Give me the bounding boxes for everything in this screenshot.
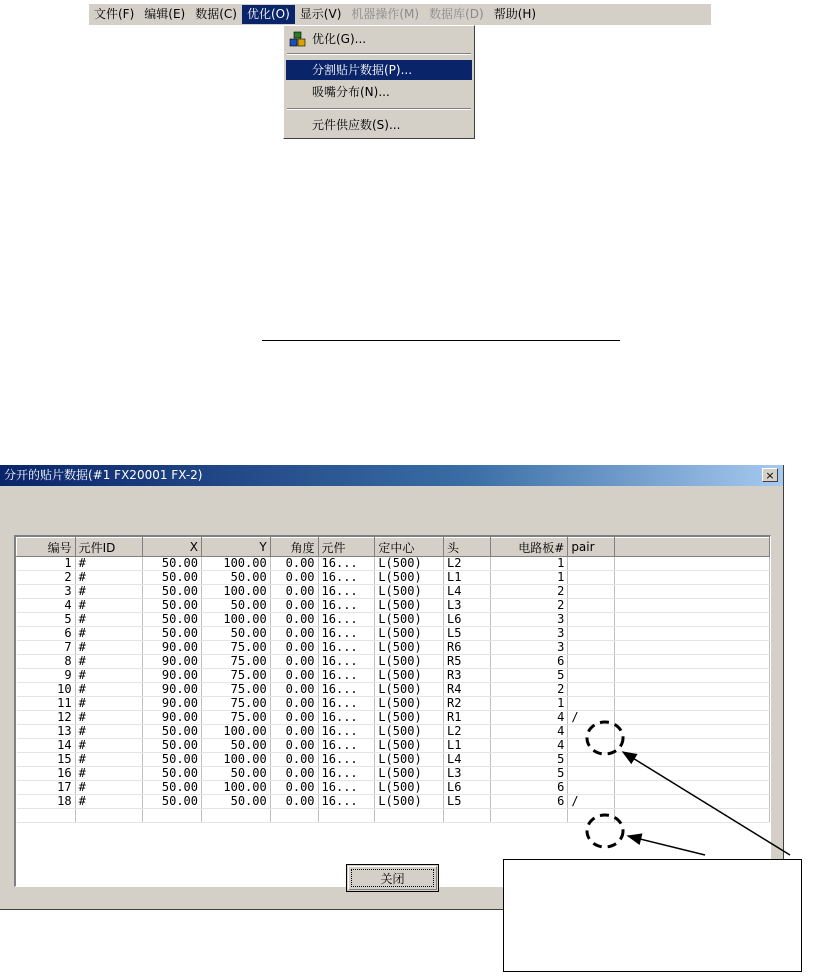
- cell-component-id[interactable]: #: [75, 711, 143, 725]
- cell-empty: [568, 809, 615, 823]
- cell-pair[interactable]: [568, 599, 615, 613]
- cell-component-id[interactable]: #: [75, 669, 143, 683]
- cell-empty: [615, 725, 770, 739]
- cell-pair[interactable]: [568, 557, 615, 571]
- cell-pair[interactable]: [568, 613, 615, 627]
- cell-empty: [615, 767, 770, 781]
- cell-y[interactable]: 50.00: [202, 795, 271, 809]
- table-row[interactable]: [17, 739, 770, 753]
- column-header-head[interactable]: 头: [444, 538, 491, 557]
- table-row[interactable]: [17, 711, 770, 725]
- cell-x[interactable]: 90.00: [143, 683, 202, 697]
- cell-y[interactable]: 75.00: [202, 655, 271, 669]
- cell-pair[interactable]: [568, 669, 615, 683]
- cell-pair[interactable]: [568, 683, 615, 697]
- table-row[interactable]: [17, 585, 770, 599]
- cell-component-id[interactable]: #: [75, 585, 143, 599]
- cell-head[interactable]: L5: [444, 795, 491, 809]
- cell-head[interactable]: L5: [444, 627, 491, 641]
- cell-board[interactable]: 2: [490, 585, 568, 599]
- cell-angle[interactable]: 0.00: [270, 627, 318, 641]
- cell-component[interactable]: 16...: [318, 781, 375, 795]
- cell-board[interactable]: 6: [490, 795, 568, 809]
- cell-head[interactable]: R4: [444, 683, 491, 697]
- cell-y[interactable]: 75.00: [202, 711, 271, 725]
- close-icon[interactable]: ×: [762, 468, 778, 482]
- cell-x[interactable]: 50.00: [143, 627, 202, 641]
- cell-board[interactable]: 4: [490, 739, 568, 753]
- cell-pair[interactable]: [568, 571, 615, 585]
- cell-component[interactable]: 16...: [318, 599, 375, 613]
- cell-component-id[interactable]: #: [75, 697, 143, 711]
- menu-optimize[interactable]: 优化(O): [242, 5, 295, 24]
- table-row[interactable]: [17, 795, 770, 809]
- table-row[interactable]: [17, 697, 770, 711]
- cell-component[interactable]: 16...: [318, 683, 375, 697]
- column-header-board[interactable]: 电路板#: [490, 538, 568, 557]
- cell-empty: [143, 809, 202, 823]
- cell-component-id[interactable]: #: [75, 571, 143, 585]
- cell-centering[interactable]: L(500): [375, 669, 444, 683]
- cell-x[interactable]: 50.00: [143, 781, 202, 795]
- cell-number[interactable]: 15: [17, 753, 76, 767]
- annotation-callout-box: [503, 859, 802, 972]
- menu-item-feeder-label: 元件供应数(S)...: [312, 118, 401, 132]
- cell-centering[interactable]: L(500): [375, 585, 444, 599]
- cell-head[interactable]: R6: [444, 641, 491, 655]
- cell-empty: [615, 795, 770, 809]
- cell-angle[interactable]: 0.00: [270, 725, 318, 739]
- cell-x[interactable]: 50.00: [143, 557, 202, 571]
- menu-item-optimize-label: 优化(G)...: [312, 32, 367, 46]
- cell-component[interactable]: 16...: [318, 739, 375, 753]
- cell-pair[interactable]: [568, 739, 615, 753]
- cell-empty: [615, 781, 770, 795]
- cell-angle[interactable]: 0.00: [270, 739, 318, 753]
- cell-component[interactable]: 16...: [318, 753, 375, 767]
- cell-pair[interactable]: [568, 753, 615, 767]
- column-header-angle[interactable]: 角度: [270, 538, 318, 557]
- cell-empty: [615, 627, 770, 641]
- cell-number[interactable]: 9: [17, 669, 76, 683]
- cell-x[interactable]: 50.00: [143, 725, 202, 739]
- cell-centering[interactable]: L(500): [375, 627, 444, 641]
- cell-centering[interactable]: L(500): [375, 795, 444, 809]
- column-header-pair[interactable]: pair: [568, 538, 615, 557]
- cell-y[interactable]: 100.00: [202, 725, 271, 739]
- cell-number[interactable]: 4: [17, 599, 76, 613]
- cell-board[interactable]: 1: [490, 571, 568, 585]
- optimize-dropdown-menu: [283, 25, 475, 139]
- cell-component-id[interactable]: #: [75, 557, 143, 571]
- cell-component[interactable]: 16...: [318, 585, 375, 599]
- cell-board[interactable]: 3: [490, 627, 568, 641]
- cell-pair[interactable]: [568, 641, 615, 655]
- cell-empty: [444, 809, 491, 823]
- table-row[interactable]: [17, 627, 770, 641]
- cell-component[interactable]: 16...: [318, 795, 375, 809]
- dialog-titlebar: [0, 465, 783, 486]
- cell-component[interactable]: 16...: [318, 571, 375, 585]
- cell-component-id[interactable]: #: [75, 781, 143, 795]
- cell-head[interactable]: L6: [444, 613, 491, 627]
- cell-empty: [615, 697, 770, 711]
- cell-centering[interactable]: L(500): [375, 725, 444, 739]
- cell-centering[interactable]: L(500): [375, 641, 444, 655]
- cell-number[interactable]: 2: [17, 571, 76, 585]
- cell-empty: [318, 809, 375, 823]
- cell-empty: [270, 809, 318, 823]
- close-button[interactable]: [346, 864, 439, 892]
- menu-item-optimize[interactable]: [286, 29, 472, 49]
- cell-angle[interactable]: 0.00: [270, 753, 318, 767]
- cell-component[interactable]: 16...: [318, 711, 375, 725]
- cell-x[interactable]: 50.00: [143, 599, 202, 613]
- cell-y[interactable]: 50.00: [202, 739, 271, 753]
- cell-y[interactable]: 50.00: [202, 627, 271, 641]
- table-row[interactable]: [17, 753, 770, 767]
- cell-component[interactable]: 16...: [318, 557, 375, 571]
- cell-board[interactable]: 6: [490, 781, 568, 795]
- cell-component[interactable]: 16...: [318, 641, 375, 655]
- cell-empty: [615, 557, 770, 571]
- cell-x[interactable]: 50.00: [143, 739, 202, 753]
- cell-y[interactable]: 50.00: [202, 767, 271, 781]
- cell-number[interactable]: 17: [17, 781, 76, 795]
- table-row[interactable]: [17, 557, 770, 571]
- cell-board[interactable]: 1: [490, 557, 568, 571]
- cell-angle[interactable]: 0.00: [270, 697, 318, 711]
- table-row[interactable]: [17, 669, 770, 683]
- menu-item-split-placement-data[interactable]: [286, 60, 472, 80]
- cell-number[interactable]: 18: [17, 795, 76, 809]
- cell-y[interactable]: 100.00: [202, 585, 271, 599]
- cell-centering[interactable]: L(500): [375, 781, 444, 795]
- cell-x[interactable]: 90.00: [143, 655, 202, 669]
- cell-centering[interactable]: L(500): [375, 767, 444, 781]
- placement-data-grid[interactable]: [14, 535, 771, 887]
- cell-centering[interactable]: L(500): [375, 571, 444, 585]
- cell-angle[interactable]: 0.00: [270, 641, 318, 655]
- optimize-icon: [289, 31, 306, 47]
- column-header-component[interactable]: 元件: [318, 538, 375, 557]
- menu-bar: [89, 4, 711, 25]
- table-row[interactable]: [17, 599, 770, 613]
- cell-head[interactable]: R5: [444, 655, 491, 669]
- cell-pair[interactable]: [568, 655, 615, 669]
- cell-board[interactable]: 5: [490, 753, 568, 767]
- cell-centering[interactable]: L(500): [375, 683, 444, 697]
- cell-number[interactable]: 11: [17, 697, 76, 711]
- menu-separator: [287, 53, 471, 55]
- cell-angle[interactable]: 0.00: [270, 781, 318, 795]
- cell-y[interactable]: 100.00: [202, 557, 271, 571]
- cell-board[interactable]: 5: [490, 767, 568, 781]
- cell-x[interactable]: 90.00: [143, 641, 202, 655]
- cell-empty: [490, 809, 568, 823]
- cell-x[interactable]: 50.00: [143, 585, 202, 599]
- cell-empty: [75, 809, 143, 823]
- cell-component[interactable]: 16...: [318, 613, 375, 627]
- cell-head[interactable]: L1: [444, 739, 491, 753]
- cell-x[interactable]: 50.00: [143, 571, 202, 585]
- column-header-y[interactable]: Y: [202, 538, 271, 557]
- table-row-empty: [17, 809, 770, 823]
- cell-component-id[interactable]: #: [75, 753, 143, 767]
- cell-centering[interactable]: L(500): [375, 613, 444, 627]
- cell-angle[interactable]: 0.00: [270, 711, 318, 725]
- cell-board[interactable]: 5: [490, 669, 568, 683]
- column-header-x[interactable]: X: [143, 538, 202, 557]
- cell-centering[interactable]: L(500): [375, 655, 444, 669]
- cell-board[interactable]: 6: [490, 655, 568, 669]
- cell-empty: [615, 655, 770, 669]
- cell-number[interactable]: 6: [17, 627, 76, 641]
- cell-component[interactable]: 16...: [318, 725, 375, 739]
- cell-y[interactable]: 100.00: [202, 781, 271, 795]
- cell-angle[interactable]: 0.00: [270, 557, 318, 571]
- cell-number[interactable]: 8: [17, 655, 76, 669]
- split-placement-data-dialog: [0, 465, 784, 910]
- cell-x[interactable]: 90.00: [143, 697, 202, 711]
- cell-head[interactable]: L3: [444, 767, 491, 781]
- menu-help[interactable]: 帮助(H): [493, 7, 537, 21]
- cell-x[interactable]: 50.00: [143, 795, 202, 809]
- cell-empty: [615, 809, 770, 823]
- cell-component-id[interactable]: #: [75, 767, 143, 781]
- cell-centering[interactable]: L(500): [375, 739, 444, 753]
- table-row[interactable]: [17, 655, 770, 669]
- cell-pair[interactable]: [568, 781, 615, 795]
- close-button-label: 关闭: [351, 869, 434, 887]
- cell-y[interactable]: 50.00: [202, 599, 271, 613]
- cell-angle[interactable]: 0.00: [270, 613, 318, 627]
- cell-board[interactable]: 2: [490, 683, 568, 697]
- cell-pair[interactable]: /: [568, 795, 615, 809]
- cell-empty: [375, 809, 444, 823]
- table-row[interactable]: [17, 641, 770, 655]
- cell-component-id[interactable]: #: [75, 683, 143, 697]
- cell-empty: [202, 809, 271, 823]
- table-row[interactable]: [17, 781, 770, 795]
- cell-component[interactable]: 16...: [318, 669, 375, 683]
- menu-file[interactable]: 文件(F): [94, 7, 135, 21]
- column-header-empty: [615, 538, 770, 557]
- data-table: [16, 537, 770, 823]
- column-header-number[interactable]: 编号: [17, 538, 76, 557]
- cell-board[interactable]: 4: [490, 725, 568, 739]
- cell-head[interactable]: L6: [444, 781, 491, 795]
- cell-pair[interactable]: [568, 585, 615, 599]
- column-header-centering[interactable]: 定中心: [375, 538, 444, 557]
- cell-y[interactable]: 50.00: [202, 571, 271, 585]
- cell-y[interactable]: 75.00: [202, 683, 271, 697]
- table-row[interactable]: [17, 613, 770, 627]
- cell-head[interactable]: R1: [444, 711, 491, 725]
- table-header-row: [17, 538, 770, 557]
- cell-x[interactable]: 50.00: [143, 753, 202, 767]
- cell-number[interactable]: 10: [17, 683, 76, 697]
- cell-empty: [615, 753, 770, 767]
- menu-separator: [287, 108, 471, 110]
- cell-head[interactable]: L2: [444, 725, 491, 739]
- cell-component[interactable]: 16...: [318, 767, 375, 781]
- cell-empty: [615, 683, 770, 697]
- table-row[interactable]: [17, 725, 770, 739]
- menu-item-nozzle-label: 吸嘴分布(N)...: [312, 85, 390, 99]
- cell-centering[interactable]: L(500): [375, 697, 444, 711]
- cell-board[interactable]: 2: [490, 599, 568, 613]
- cell-board[interactable]: 3: [490, 641, 568, 655]
- cell-x[interactable]: 90.00: [143, 711, 202, 725]
- cell-empty: [615, 711, 770, 725]
- cell-x[interactable]: 50.00: [143, 767, 202, 781]
- cell-centering[interactable]: L(500): [375, 599, 444, 613]
- cell-y[interactable]: 75.00: [202, 669, 271, 683]
- cell-head[interactable]: L2: [444, 557, 491, 571]
- cell-empty: [615, 669, 770, 683]
- menu-item-nozzle-distribution[interactable]: [286, 82, 472, 102]
- cell-pair[interactable]: [568, 627, 615, 641]
- cell-angle[interactable]: 0.00: [270, 585, 318, 599]
- cell-angle[interactable]: 0.00: [270, 599, 318, 613]
- cell-number[interactable]: 1: [17, 557, 76, 571]
- cell-y[interactable]: 100.00: [202, 613, 271, 627]
- divider-line: [262, 340, 620, 341]
- cell-angle[interactable]: 0.00: [270, 683, 318, 697]
- cell-head[interactable]: R3: [444, 669, 491, 683]
- cell-number[interactable]: 13: [17, 725, 76, 739]
- cell-y[interactable]: 100.00: [202, 753, 271, 767]
- cell-centering[interactable]: L(500): [375, 753, 444, 767]
- cell-pair[interactable]: /: [568, 711, 615, 725]
- cell-number[interactable]: 3: [17, 585, 76, 599]
- cell-empty: [615, 571, 770, 585]
- cell-pair[interactable]: [568, 767, 615, 781]
- menu-item-feeder-count[interactable]: [286, 115, 472, 135]
- cell-component[interactable]: 16...: [318, 697, 375, 711]
- cell-empty: [615, 739, 770, 753]
- cell-head[interactable]: L4: [444, 753, 491, 767]
- cell-number[interactable]: 14: [17, 739, 76, 753]
- cell-empty: [615, 641, 770, 655]
- table-row[interactable]: [17, 683, 770, 697]
- cell-head[interactable]: L4: [444, 585, 491, 599]
- table-row[interactable]: [17, 767, 770, 781]
- cell-component-id[interactable]: #: [75, 613, 143, 627]
- cell-pair[interactable]: [568, 725, 615, 739]
- cell-component-id[interactable]: #: [75, 627, 143, 641]
- cell-x[interactable]: 90.00: [143, 669, 202, 683]
- cell-centering[interactable]: L(500): [375, 557, 444, 571]
- table-body: [17, 557, 770, 823]
- cell-component-id[interactable]: #: [75, 739, 143, 753]
- cell-board[interactable]: 4: [490, 711, 568, 725]
- cell-number[interactable]: 5: [17, 613, 76, 627]
- cell-number[interactable]: 12: [17, 711, 76, 725]
- cell-y[interactable]: 75.00: [202, 641, 271, 655]
- cell-head[interactable]: L1: [444, 571, 491, 585]
- menu-view[interactable]: 显示(V): [299, 7, 342, 21]
- cell-empty: [615, 585, 770, 599]
- cell-component[interactable]: 16...: [318, 627, 375, 641]
- cell-angle[interactable]: 0.00: [270, 669, 318, 683]
- cell-empty: [17, 809, 76, 823]
- cell-component-id[interactable]: #: [75, 725, 143, 739]
- cell-empty: [615, 599, 770, 613]
- menu-database: 数据库(D): [429, 7, 484, 21]
- cell-component-id[interactable]: #: [75, 641, 143, 655]
- table-row[interactable]: [17, 571, 770, 585]
- cell-head[interactable]: L3: [444, 599, 491, 613]
- dialog-title: 分开的贴片数据(#1 FX20001 FX-2): [4, 468, 203, 482]
- column-header-component-id[interactable]: 元件ID: [75, 538, 143, 557]
- cell-centering[interactable]: L(500): [375, 711, 444, 725]
- cell-board[interactable]: 3: [490, 613, 568, 627]
- menu-data[interactable]: 数据(C): [195, 7, 237, 21]
- cell-component-id[interactable]: #: [75, 599, 143, 613]
- cell-angle[interactable]: 0.00: [270, 795, 318, 809]
- cell-angle[interactable]: 0.00: [270, 571, 318, 585]
- cell-pair[interactable]: [568, 697, 615, 711]
- cell-angle[interactable]: 0.00: [270, 655, 318, 669]
- cell-component[interactable]: 16...: [318, 655, 375, 669]
- cell-y[interactable]: 75.00: [202, 697, 271, 711]
- menu-edit[interactable]: 编辑(E): [144, 7, 186, 21]
- cell-x[interactable]: 50.00: [143, 613, 202, 627]
- menu-item-split-label: 分割贴片数据(P)...: [312, 63, 413, 77]
- cell-component-id[interactable]: #: [75, 655, 143, 669]
- cell-empty: [615, 613, 770, 627]
- menu-machine-operation: 机器操作(M): [351, 7, 420, 21]
- cell-board[interactable]: 1: [490, 697, 568, 711]
- cell-number[interactable]: 16: [17, 767, 76, 781]
- cell-component-id[interactable]: #: [75, 795, 143, 809]
- cell-head[interactable]: R2: [444, 697, 491, 711]
- cell-angle[interactable]: 0.00: [270, 767, 318, 781]
- cell-number[interactable]: 7: [17, 641, 76, 655]
